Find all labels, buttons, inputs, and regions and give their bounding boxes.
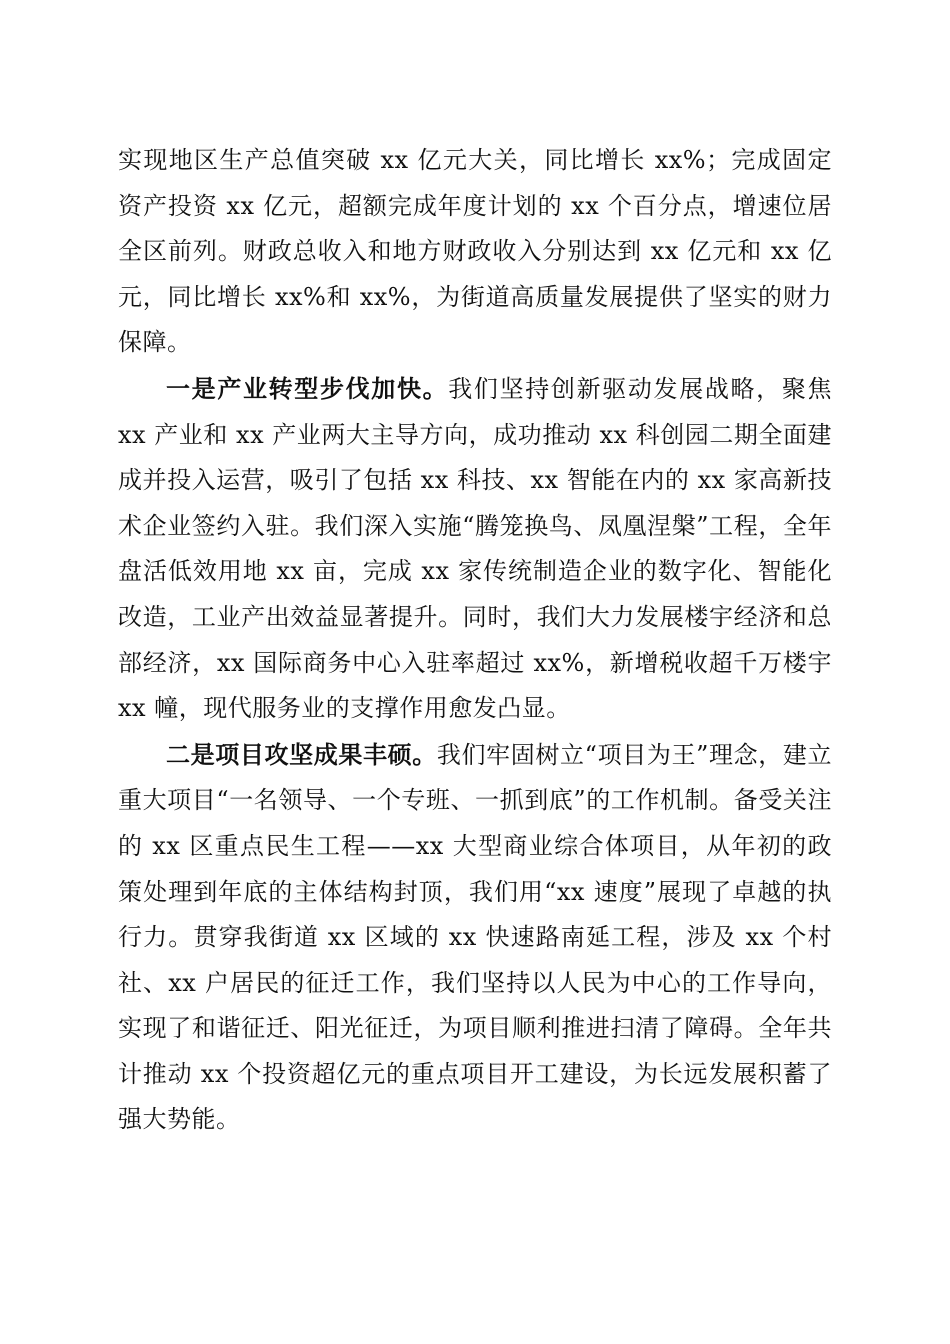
paragraph-lead: 一是产业转型步伐加快。	[166, 373, 449, 403]
document-page	[118, 138, 832, 1143]
paragraph-continuation	[118, 138, 832, 366]
paragraph-body: 我们牢固树立“项目为王”理念，建立重大项目“一名领导、一个专班、一抓到底”的工作机制。备受关注的 xx 区重点民生工程——xx 大型商业综合体项目，从年初的政策处理到年底的主体结构封顶，我们用“xx 速度”展现了卓越的执行力。贯穿我街道 xx 区域的 xx 快速路南延工程，涉及 xx 个村社、xx 户居民的征迁工作，我们坚持以人民为中心的工作导向，实现了和谐征迁、阳光征迁，为项目顺利推进扫清了障碍。全年共计推动 xx 个投资超亿元的重点项目开工建设，为长远发展积蓄了强大势能。	[118, 740, 832, 1134]
paragraph-industry-transformation	[118, 366, 832, 732]
paragraph-body: 实现地区生产总值突破 xx 亿元大关，同比增长 xx%；完成固定资产投资 xx 亿元，超额完成年度计划的 xx 个百分点，增速位居全区前列。财政总收入和地方财政收入分别达到 xx 亿元和 xx 亿元，同比增长 xx%和 xx%，为街道高质量发展提供了坚实的财力保障。	[118, 146, 832, 357]
paragraph-body: 我们坚持创新驱动发展战略，聚焦 xx 产业和 xx 产业两大主导方向，成功推动 xx 科创园二期全面建成并投入运营，吸引了包括 xx 科技、xx 智能在内的 xx 家高新技术企业签约入驻。我们深入实施“腾笼换鸟、凤凰涅槃”工程，全年盘活低效用地 xx 亩，完成 xx 家传统制造企业的数字化、智能化改造，工业产出效益显著提升。同时，我们大力发展楼宇经济和总部经济，xx 国际商务中心入驻率超过 xx%，新增税收超千万楼宇 xx 幢，现代服务业的支撑作用愈发凸显。	[118, 374, 833, 723]
paragraph-project-achievements	[118, 732, 832, 1143]
paragraph-lead: 二是项目攻坚成果丰硕。	[166, 739, 437, 769]
